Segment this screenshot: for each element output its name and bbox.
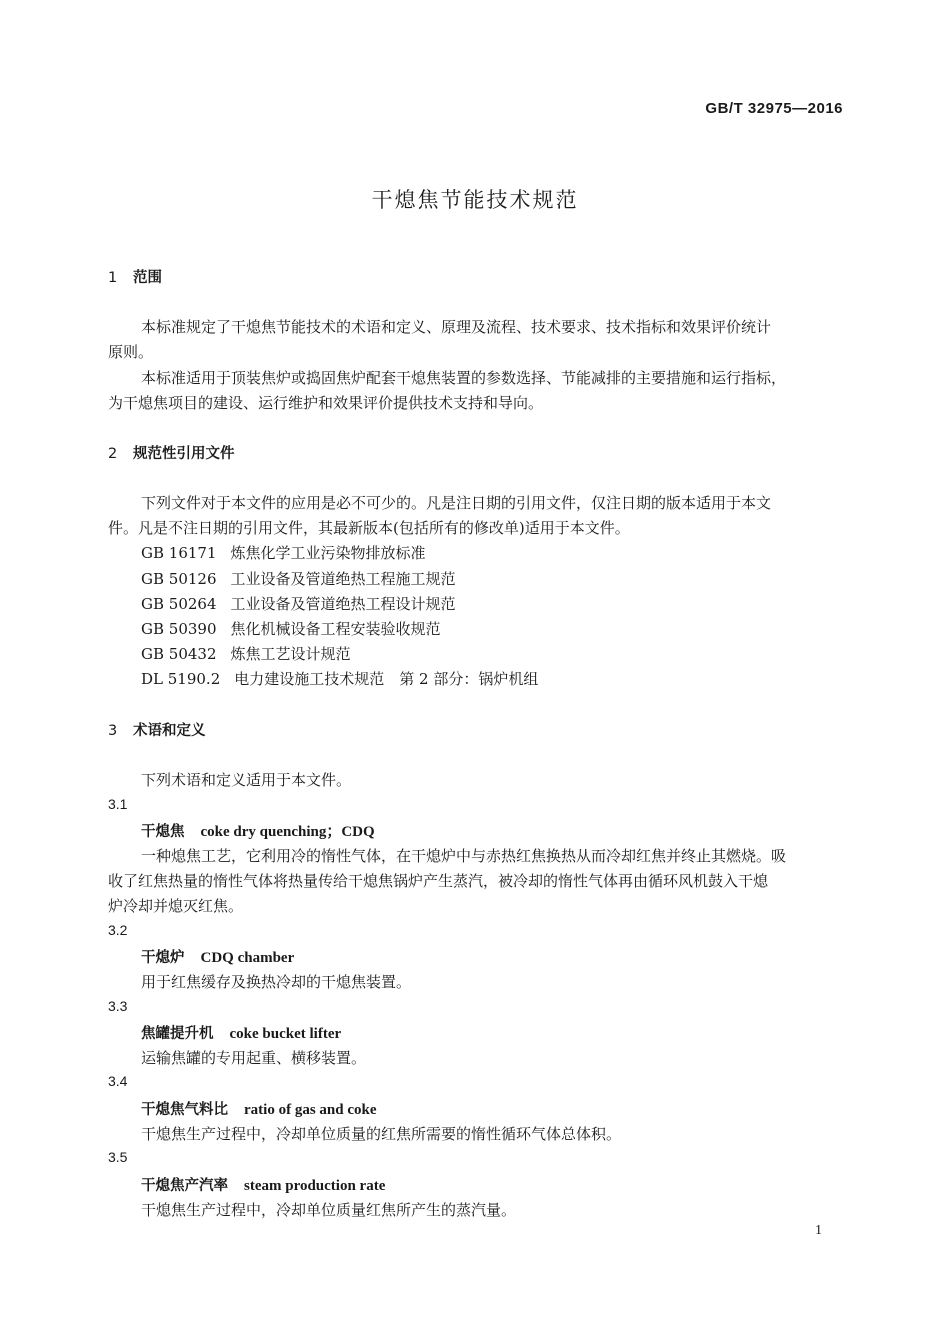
paragraph-line: 下列术语和定义适用于本文件。: [141, 771, 352, 789]
normative-reference: [141, 643, 351, 664]
reference-title: 焦化机械设备工程安装验收规范: [230, 620, 441, 638]
reference-code: GB 50432: [141, 645, 217, 663]
term-entry: [141, 820, 375, 841]
term-english: coke bucket lifter: [229, 1026, 342, 1042]
paragraph-line: 本标准规定了干熄焦节能技术的术语和定义、原理及流程、技术要求、技术指标和效果评价统计: [141, 318, 772, 336]
term-entry: [141, 1098, 377, 1119]
normative-reference: [141, 568, 456, 589]
reference-code: GB 16171: [141, 544, 217, 562]
term-english: coke dry quenching；CDQ: [200, 824, 375, 840]
section-title: 规范性引用文件: [133, 446, 235, 462]
term-chinese: 干熄焦气料比: [141, 1102, 228, 1118]
term-entry: [141, 1174, 385, 1195]
term-chinese: 干熄焦产汽率: [141, 1178, 228, 1194]
normative-reference: [141, 593, 456, 614]
reference-title: 炼焦化学工业污染物排放标准: [230, 544, 426, 562]
term-number: 3.1: [108, 796, 128, 812]
paragraph-line: 本标准适用于顶装焦炉或捣固焦炉配套干熄焦装置的参数选择、节能减排的主要措施和运行指标，: [141, 369, 787, 387]
term-number: 3.4: [108, 1073, 128, 1089]
term-definition: 一种熄焦工艺，它利用冷的惰性气体，在干熄炉中与赤热红焦换热从而冷却红焦并终止其燃烧。吸: [141, 847, 787, 865]
term-chinese: 干熄焦: [141, 824, 185, 840]
normative-reference: [141, 542, 426, 563]
section-title: 术语和定义: [133, 723, 206, 739]
term-definition: 干熄焦生产过程中，冷却单位质量红焦所产生的蒸汽量。: [141, 1201, 517, 1219]
reference-title: 工业设备及管道绝热工程设计规范: [230, 595, 456, 613]
paragraph-line: 为干熄焦项目的建设、运行维护和效果评价提供技术支持和导向。: [108, 394, 544, 412]
term-chinese: 干熄炉: [141, 950, 185, 966]
paragraph-line: 件。凡是不注日期的引用文件，其最新版本(包括所有的修改单)适用于本文件。: [108, 519, 630, 537]
paragraph-line: 下列文件对于本文件的应用是必不可少的。凡是注日期的引用文件，仅注日期的版本适用于本文: [141, 494, 772, 512]
paragraph-line: 原则。: [108, 343, 154, 361]
reference-title: 电力建设施工技术规范 第 2 部分：锅炉机组: [234, 670, 539, 688]
reference-title: 工业设备及管道绝热工程施工规范: [230, 570, 456, 588]
document-title: 干熄焦节能技术规范: [371, 188, 579, 212]
section-number: 3: [108, 723, 118, 739]
section-3-heading: [108, 719, 206, 740]
term-number: 3.5: [108, 1149, 128, 1165]
term-english: steam production rate: [244, 1178, 386, 1194]
normative-reference: [141, 618, 441, 639]
section-number: 1: [108, 270, 118, 286]
term-english: CDQ chamber: [200, 950, 295, 966]
term-definition: 干熄焦生产过程中，冷却单位质量的红焦所需要的惰性循环气体总体积。: [141, 1125, 622, 1143]
reference-title: 炼焦工艺设计规范: [230, 645, 351, 663]
standard-code: GB/T 32975—2016: [705, 100, 843, 117]
term-english: ratio of gas and coke: [244, 1102, 377, 1118]
section-title: 范围: [133, 270, 162, 286]
reference-code: GB 50264: [141, 595, 217, 613]
term-definition: 运输焦罐的专用起重、横移装置。: [141, 1049, 367, 1067]
term-chinese: 焦罐提升机: [141, 1026, 214, 1042]
reference-code: GB 50390: [141, 620, 217, 638]
term-entry: [141, 946, 294, 967]
term-number: 3.3: [108, 998, 128, 1014]
term-number: 3.2: [108, 922, 128, 938]
section-1-heading: [108, 266, 162, 287]
term-definition: 用于红焦缓存及换热冷却的干熄焦装置。: [141, 973, 412, 991]
reference-code: GB 50126: [141, 570, 217, 588]
normative-reference: [141, 668, 538, 689]
section-number: 2: [108, 446, 118, 462]
term-definition: 收了红焦热量的惰性气体将热量传给干熄焦锅炉产生蒸汽，被冷却的惰性气体再由循环风机鼓入干熄: [108, 872, 769, 890]
reference-code: DL 5190.2: [141, 670, 221, 688]
page-number: 1: [815, 1223, 822, 1238]
section-2-heading: [108, 442, 235, 463]
term-entry: [141, 1022, 341, 1043]
term-definition: 炉冷却并熄灭红焦。: [108, 897, 244, 915]
